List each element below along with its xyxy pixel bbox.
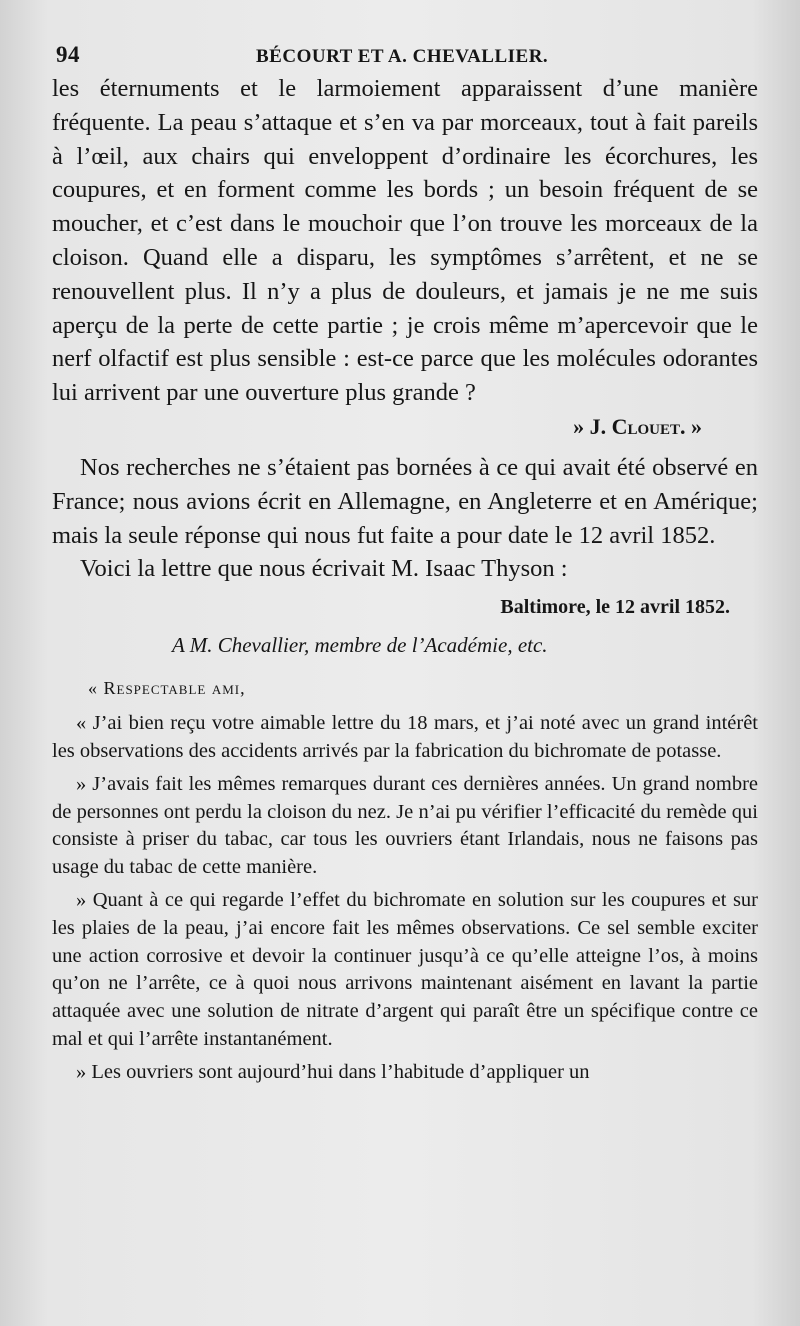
paragraph-intro-letter: Voici la lettre que nous écrivait M. Isaac Thyson : xyxy=(80,555,568,583)
letter-dateline: Baltimore, le 12 avril 1852. xyxy=(500,596,730,619)
paragraph-clouet-letter-end: les éternuments et le larmoiement apparaissent d’une manière fréquente. La peau s’attaque et s’en va par morceaux, tout à fait pareils à l’œil, aux chairs qui enveloppent d’ordinaire les écorchures, les coupures, et en forment comme les bords ; un besoin fréquent de se moucher, et c’est dans le mouchoir que l’on trouve les morceaux de la cloison. Quand elle a disparu, les symptômes s’arrêtent, et ne se renouvellent plus. Il n’y a plus de douleurs, et jamais je ne me suis aperçu de la perte de cette partie ; je crois même m’apercevoir que le nerf olfactif est plus sensible : est-ce parce que les molécules odorantes lui arrivent par une ouverture plus grande ? xyxy=(52,75,758,407)
letter-paragraph-2: » J’avais fait les mêmes remarques durant ces dernières années. Un grand nombre de personnes ont perdu la cloison du nez. Je n’ai pu vérifier l’efficacité du remède qui consiste à priser du tabac, car tous les ouvriers étant Irlandais, nous ne faisons pas usage du tabac de cette manière. xyxy=(52,772,758,879)
running-title: BÉCOURT ET A. CHEVALLIER. xyxy=(256,46,549,67)
paragraph-research: Nos recherches ne s’étaient pas bornées à ce qui avait été observé en France; nous avions écrit en Allemagne, en Angleterre et en Amérique; mais la seule réponse qui nous fut faite a pour date le 12 avril 1852. xyxy=(52,453,758,549)
page-number: 94 xyxy=(56,42,80,67)
letter-paragraph-3: » Quant à ce qui regarde l’effet du bichromate en solution sur les coupures et sur les plaies de la peau, j’ai encore fait les mêmes observations. Ce sel semble exciter une action corrosive et devoir la continuer jusqu’à ce qu’elle atteigne l’os, à moins qu’on ne l’arrête, ce à quoi nous arrivons maintenant aisément en lavant la partie attaquée avec une solution de nitrate d’argent qui paraît être un spécifique contre ce mal et qui l’arrête instantanément. xyxy=(52,888,758,1050)
page-body xyxy=(52,72,758,1087)
signature-clouet: » J. Clouet. » xyxy=(573,413,702,439)
letter-paragraph-4: » Les ouvriers sont aujourd’hui dans l’habitude d’appliquer un xyxy=(76,1060,590,1083)
letter-salutation: « Respectable ami, xyxy=(88,678,246,699)
page-header xyxy=(56,38,756,70)
letter-address: A M. Chevallier, membre de l’Académie, etc. xyxy=(172,633,548,658)
letter-paragraph-1: « J’ai bien reçu votre aimable lettre du 18 mars, et j’ai noté avec un grand intérêt les observations des accidents arrivés par la fabrication du bichromate de potasse. xyxy=(52,712,758,762)
